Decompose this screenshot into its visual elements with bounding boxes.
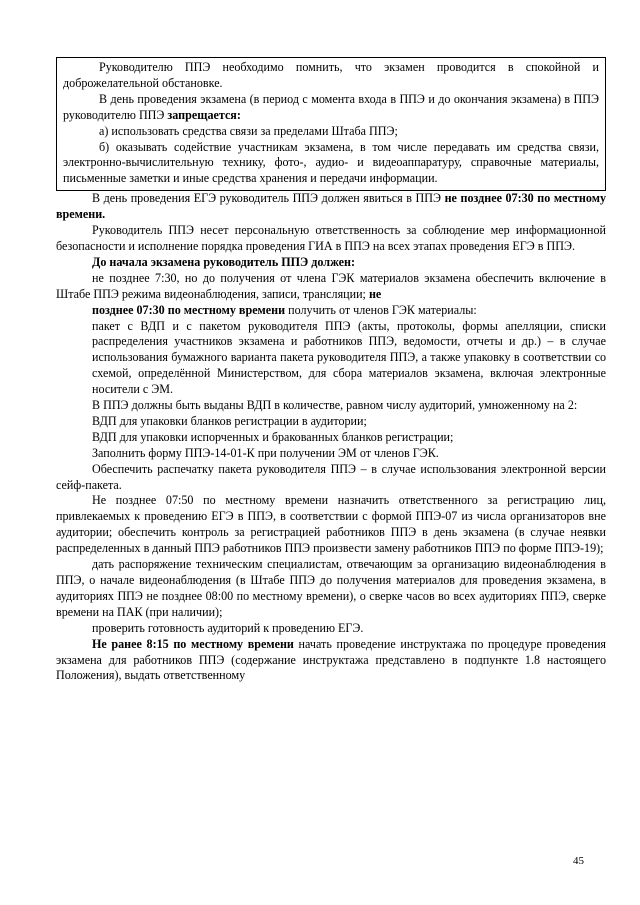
prohibited-keyword: запрещается: xyxy=(167,107,241,122)
item-video-start xyxy=(56,271,606,303)
page-content xyxy=(56,57,606,684)
page-number: 45 xyxy=(573,855,584,867)
item-receive-text: получить от членов ГЭК материалы: xyxy=(285,302,477,317)
box-paragraph-prohibited xyxy=(63,92,599,124)
box-paragraph-calm: Руководителю ППЭ необходимо помнить, что экзамен проводится в спокойной и доброжелательной обстановке. xyxy=(63,60,599,90)
briefing-paragraph xyxy=(56,637,606,685)
box-item-b: б) оказывать содействие участникам экзамена, в том числе передавать им средства связи, электронно-вычислительную технику, фото-, аудио- и видеоаппаратуру, справочные материалы, письменные заметки и иные средства хранения и передачи информации. xyxy=(63,139,599,186)
arrival-time: не позднее 07:30 по местному времени. xyxy=(56,191,606,222)
item-video-start-bold: не xyxy=(368,286,382,301)
check-paragraph: проверить готовность аудиторий к проведению ЕГЭ. xyxy=(92,620,364,635)
form-paragraph: Заполнить форму ППЭ-14-01-К при получении ЭМ от членов ГЭК. xyxy=(92,445,439,460)
briefing-text: начать проведение инструктажа по процедуре проведения экзамена для работников ППЭ (содержание инструктажа представлено в подпункте 1.8 настоящего Положения), выдать ответственному xyxy=(56,636,606,683)
box-item-a: а) использовать средства связи за пределами Штаба ППЭ; xyxy=(99,123,398,138)
vdp-count-paragraph: В ППЭ должны быть выданы ВДП в количестве, равном числу аудиторий, умноженному на 2: xyxy=(92,398,578,413)
item-package: пакет с ВДП и с пакетом руководителя ППЭ (акты, протоколы, формы апелляции, списки распределения участников экзамена и работников ППЭ, ведомости, отчеты и др.) – в случае использования бумажного варианта пакета руководителя ППЭ, а также упаковку в соответствии со схемой, определённой Министерством, для сбора материалов экзамена, включая электронные носители с ЭМ. xyxy=(92,318,606,397)
print-paragraph: Обеспечить распечатку пакета руководителя ППЭ – в случае использования электронной версии сейф-пакета. xyxy=(56,461,606,492)
box-paragraph-prohibited-text: В день проведения экзамена (в период с момента входа в ППЭ и до окончания экзамена) в ППЭ руководителю ППЭ xyxy=(63,91,599,122)
assign-paragraph: Не позднее 07:50 по местному времени назначить ответственного за регистрацию лиц, привлекаемых к проведению ЕГЭ в ППЭ, в соответствии с формой ППЭ-07 из числа организаторов вне аудитории; обеспечить контроль за регистрацией работников ППЭ в день экзамена (в случае неявки распределенных в данный ППЭ работников ППЭ произвести замену работников ППЭ по форме ППЭ-19); xyxy=(56,493,606,556)
prohibitions-box xyxy=(56,57,606,191)
arrival-paragraph xyxy=(56,191,606,223)
vdp-item-registration: ВДП для упаковки бланков регистрации в аудитории; xyxy=(92,413,367,428)
vdp-item-damaged: ВДП для упаковки испорченных и бракованных бланков регистрации; xyxy=(92,429,454,444)
item-receive-time: позднее 07:30 по местному времени xyxy=(92,302,286,317)
video-paragraph: дать распоряжение техническим специалистам, отвечающим за организацию видеонаблюдения в ППЭ, о начале видеонаблюдения (в Штабе ППЭ до получения материалов для проведения экзамена, в аудиториях ППЭ не позднее 08:00 по местному времени), о сверке часов во всех аудиториях ППЭ, сверке времени на ПАК (при наличии); xyxy=(56,557,606,619)
arrival-text: В день проведения ЕГЭ руководитель ППЭ должен явиться в ППЭ xyxy=(92,191,445,206)
before-exam-heading: До начала экзамена руководитель ППЭ должен: xyxy=(92,254,356,269)
item-receive-materials xyxy=(56,303,606,319)
item-video-start-text: не позднее 7:30, но до получения от члена ГЭК материалов экзамена обеспечить включение в Штабе ППЭ режима видеонаблюдения, записи, трансляции; xyxy=(56,270,606,301)
briefing-time: Не ранее 8:15 по местному времени xyxy=(92,636,294,651)
responsibility-paragraph: Руководитель ППЭ несет персональную ответственность за соблюдение мер информационной безопасности и исполнение порядка проведения ГИА в ППЭ на всех этапах проведения ЕГЭ в ППЭ. xyxy=(56,223,606,253)
